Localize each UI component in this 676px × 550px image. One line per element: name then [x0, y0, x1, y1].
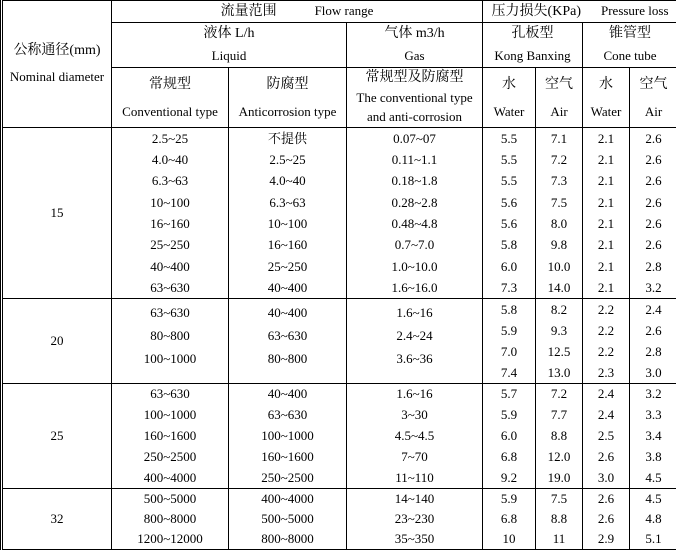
pressure-cell: 2.6 [583, 447, 630, 468]
pressure-cell: 2.3 [583, 362, 630, 383]
diameter-cell: 15 [2, 128, 112, 299]
flow-gas-cell: 0.18~1.8 [347, 170, 483, 191]
pressure-cell: 7.4 [483, 362, 536, 383]
header-gas [347, 23, 483, 68]
header-pressure-loss [483, 1, 676, 23]
pressure-cell: 7.7 [536, 405, 583, 426]
pressure-cell: 10.0 [536, 256, 583, 277]
header-gas-en: Gas [347, 45, 482, 67]
pressure-cell: 10 [483, 529, 536, 549]
header-orifice-zh: 孔板型 [483, 23, 582, 45]
header-pressure-loss-zh: 压力损失(KPa) [492, 4, 581, 19]
pressure-cell: 6.0 [483, 426, 536, 447]
pressure-cell: 12.0 [536, 447, 583, 468]
flow-anticorrosion-cell: 400~4000 [229, 489, 347, 509]
flow-gas-cell: 0.28~2.8 [347, 192, 483, 213]
pressure-cell: 2.8 [630, 341, 676, 362]
header-nominal-diameter [2, 1, 112, 128]
pressure-cell: 9.2 [483, 468, 536, 489]
flow-value: 100~1000 [112, 347, 228, 370]
flow-anticorrosion-cell [229, 299, 347, 384]
flow-anticorrosion-cell: 16~160 [229, 234, 347, 255]
pressure-cell: 5.6 [483, 192, 536, 213]
flow-gas-cell: 0.48~4.8 [347, 213, 483, 234]
flow-anticorrosion-cell: 10~100 [229, 213, 347, 234]
flow-anticorrosion-cell: 800~8000 [229, 529, 347, 549]
pressure-cell: 14.0 [536, 277, 583, 298]
flow-conventional-cell: 4.0~40 [112, 149, 229, 170]
flow-value: 63~630 [112, 301, 228, 324]
header-cone-type [583, 23, 676, 68]
pressure-cell: 2.6 [630, 213, 676, 234]
pressure-cell: 12.5 [536, 341, 583, 362]
pressure-cell: 5.8 [483, 234, 536, 255]
flow-conventional-cell: 63~630 [112, 384, 229, 405]
flow-conventional-cell: 800~8000 [112, 509, 229, 529]
header-anticorrosion-en: Anticorrosion type [229, 98, 346, 125]
pressure-cell: 7.5 [536, 489, 583, 509]
pressure-cell: 2.2 [583, 341, 630, 362]
flow-conventional-cell: 100~1000 [112, 405, 229, 426]
pressure-cell: 5.5 [483, 149, 536, 170]
header-water-zh: 水 [483, 71, 535, 98]
pressure-cell: 19.0 [536, 468, 583, 489]
flow-value: 2.4~24 [347, 324, 482, 347]
flow-anticorrosion-cell: 160~1600 [229, 447, 347, 468]
pressure-cell: 5.5 [483, 128, 536, 149]
header-orifice-type [483, 23, 583, 68]
header-conventional [112, 68, 229, 128]
pressure-cell: 2.6 [583, 489, 630, 509]
header-conventional-en: Conventional type [112, 98, 228, 125]
flow-gas-cell: 0.11~1.1 [347, 149, 483, 170]
flow-conventional-cell: 25~250 [112, 234, 229, 255]
pressure-cell: 2.1 [583, 192, 630, 213]
header-nominal-diameter-en: Nominal diameter [10, 69, 104, 84]
pressure-cell: 13.0 [536, 362, 583, 383]
flow-anticorrosion-cell: 40~400 [229, 384, 347, 405]
flow-value: 1.6~16 [347, 301, 482, 324]
pressure-cell: 2.6 [630, 234, 676, 255]
flow-gas-cell: 11~110 [347, 468, 483, 489]
header-cone-water [583, 68, 630, 128]
pressure-cell: 2.8 [630, 256, 676, 277]
pressure-cell: 8.8 [536, 426, 583, 447]
header-liquid-zh: 液体 L/h [112, 23, 346, 45]
pressure-cell: 4.5 [630, 489, 676, 509]
header-gas-zh: 气体 m3/h [347, 23, 482, 45]
flow-conventional-cell: 160~1600 [112, 426, 229, 447]
header-nominal-diameter-zh: 公称通径(mm) [13, 43, 100, 58]
pressure-cell: 2.6 [630, 149, 676, 170]
flow-conventional-cell: 500~5000 [112, 489, 229, 509]
header-flow-range-zh: 流量范围 [221, 4, 277, 19]
pressure-cell: 7.3 [536, 170, 583, 191]
pressure-cell: 5.7 [483, 384, 536, 405]
header-water-en: Water [583, 98, 629, 125]
flow-gas-cell: 35~350 [347, 529, 483, 549]
pressure-cell: 8.2 [536, 299, 583, 320]
header-cone-air [630, 68, 676, 128]
pressure-cell: 11 [536, 529, 583, 549]
flow-conventional-cell [112, 299, 229, 384]
header-orifice-water [483, 68, 536, 128]
pressure-cell: 8.0 [536, 213, 583, 234]
pressure-cell: 2.1 [583, 234, 630, 255]
flow-value: 3.6~36 [347, 347, 482, 370]
flow-gas-cell: 0.7~7.0 [347, 234, 483, 255]
pressure-cell: 6.0 [483, 256, 536, 277]
pressure-cell: 2.1 [583, 170, 630, 191]
flow-anticorrosion-cell: 40~400 [229, 277, 347, 298]
pressure-cell: 7.2 [536, 384, 583, 405]
header-water-en: Water [483, 98, 535, 125]
pressure-cell: 5.1 [630, 529, 676, 549]
flow-anticorrosion-cell: 500~5000 [229, 509, 347, 529]
pressure-cell: 2.2 [583, 299, 630, 320]
flow-anticorrosion-cell: 4.0~40 [229, 170, 347, 191]
flow-anticorrosion-cell: 不提供 [229, 128, 347, 149]
flow-anticorrosion-cell: 2.5~25 [229, 149, 347, 170]
pressure-cell: 3.0 [630, 362, 676, 383]
flow-value: 63~630 [229, 324, 346, 347]
pressure-cell: 2.2 [583, 320, 630, 341]
pressure-cell: 5.5 [483, 170, 536, 191]
pressure-cell: 3.0 [583, 468, 630, 489]
pressure-cell: 2.9 [583, 529, 630, 549]
header-liquid-en: Liquid [112, 45, 346, 67]
flow-gas-cell: 14~140 [347, 489, 483, 509]
header-liquid [112, 23, 347, 68]
pressure-cell: 2.4 [630, 299, 676, 320]
pressure-cell: 4.8 [630, 509, 676, 529]
header-gas-type-zh: 常规型及防腐型 [347, 68, 482, 88]
header-conventional-zh: 常规型 [112, 71, 228, 98]
pressure-cell: 2.5 [583, 426, 630, 447]
pressure-cell: 8.8 [536, 509, 583, 529]
pressure-cell: 5.9 [483, 489, 536, 509]
flow-value: 80~800 [229, 347, 346, 370]
header-anticorrosion-zh: 防腐型 [229, 71, 346, 98]
pressure-cell: 7.0 [483, 341, 536, 362]
header-cone-zh: 锥管型 [583, 23, 676, 45]
flow-gas-cell: 0.07~07 [347, 128, 483, 149]
header-air-en: Air [630, 98, 676, 125]
pressure-cell: 2.4 [583, 384, 630, 405]
pressure-cell: 3.2 [630, 384, 676, 405]
pressure-cell: 2.4 [583, 405, 630, 426]
flow-anticorrosion-cell: 250~2500 [229, 468, 347, 489]
flow-gas-cell: 1.0~10.0 [347, 256, 483, 277]
pressure-cell: 2.1 [583, 277, 630, 298]
pressure-cell: 7.3 [483, 277, 536, 298]
table-body [2, 128, 676, 550]
flow-gas-cell: 3~30 [347, 405, 483, 426]
pressure-cell: 3.8 [630, 447, 676, 468]
pressure-cell: 2.6 [583, 509, 630, 529]
flow-conventional-cell: 250~2500 [112, 447, 229, 468]
flow-gas-cell: 4.5~4.5 [347, 426, 483, 447]
flow-anticorrosion-cell: 63~630 [229, 405, 347, 426]
header-air-zh: 空气 [536, 71, 582, 98]
flow-conventional-cell: 63~630 [112, 277, 229, 298]
flow-gas-cell [347, 299, 483, 384]
pressure-cell: 5.9 [483, 320, 536, 341]
header-flow-range-en: Flow range [315, 3, 374, 18]
pressure-cell: 5.9 [483, 405, 536, 426]
header-water-zh: 水 [583, 71, 629, 98]
pressure-cell: 7.5 [536, 192, 583, 213]
diameter-cell: 20 [2, 299, 112, 384]
flow-conventional-cell: 16~160 [112, 213, 229, 234]
flow-conventional-cell: 1200~12000 [112, 529, 229, 549]
flow-gas-cell: 7~70 [347, 447, 483, 468]
flow-gas-cell: 23~230 [347, 509, 483, 529]
pressure-cell: 2.6 [630, 320, 676, 341]
flow-anticorrosion-cell: 100~1000 [229, 426, 347, 447]
pressure-cell: 6.8 [483, 447, 536, 468]
flow-conventional-cell: 40~400 [112, 256, 229, 277]
diameter-cell: 25 [2, 384, 112, 489]
header-anticorrosion [229, 68, 347, 128]
flow-value: 80~800 [112, 324, 228, 347]
flow-gas-cell: 1.6~16 [347, 384, 483, 405]
flow-gas-cell: 1.6~16.0 [347, 277, 483, 298]
pressure-cell: 9.3 [536, 320, 583, 341]
pressure-cell: 7.2 [536, 149, 583, 170]
header-orifice-air [536, 68, 583, 128]
header-pressure-loss-en: Pressure loss [601, 3, 669, 18]
flow-anticorrosion-cell: 6.3~63 [229, 192, 347, 213]
pressure-cell: 2.1 [583, 149, 630, 170]
header-gas-type [347, 68, 483, 128]
flow-conventional-cell: 2.5~25 [112, 128, 229, 149]
header-orifice-en: Kong Banxing [483, 45, 582, 67]
header-air-en: Air [536, 98, 582, 125]
header-cone-en: Cone tube [583, 45, 676, 67]
pressure-cell: 2.1 [583, 213, 630, 234]
header-flow-range [112, 1, 483, 23]
flow-conventional-cell: 6.3~63 [112, 170, 229, 191]
pressure-cell: 2.1 [583, 256, 630, 277]
header-gas-type-en1: The conventional type [347, 88, 482, 108]
pressure-cell: 6.8 [483, 509, 536, 529]
pressure-cell: 3.3 [630, 405, 676, 426]
pressure-cell: 5.8 [483, 299, 536, 320]
pressure-cell: 3.2 [630, 277, 676, 298]
pressure-cell: 4.5 [630, 468, 676, 489]
flow-value: 40~400 [229, 301, 346, 324]
diameter-cell: 32 [2, 489, 112, 550]
pressure-cell: 2.6 [630, 128, 676, 149]
pressure-cell: 2.1 [583, 128, 630, 149]
flow-conventional-cell: 10~100 [112, 192, 229, 213]
pressure-cell: 3.4 [630, 426, 676, 447]
pressure-cell: 7.1 [536, 128, 583, 149]
flow-anticorrosion-cell: 25~250 [229, 256, 347, 277]
pressure-cell: 9.8 [536, 234, 583, 255]
header-air-zh: 空气 [630, 71, 676, 98]
pressure-cell: 2.6 [630, 192, 676, 213]
pressure-cell: 5.6 [483, 213, 536, 234]
header-gas-type-en2: and anti-corrosion [347, 107, 482, 127]
pressure-cell: 2.6 [630, 170, 676, 191]
flow-conventional-cell: 400~4000 [112, 468, 229, 489]
